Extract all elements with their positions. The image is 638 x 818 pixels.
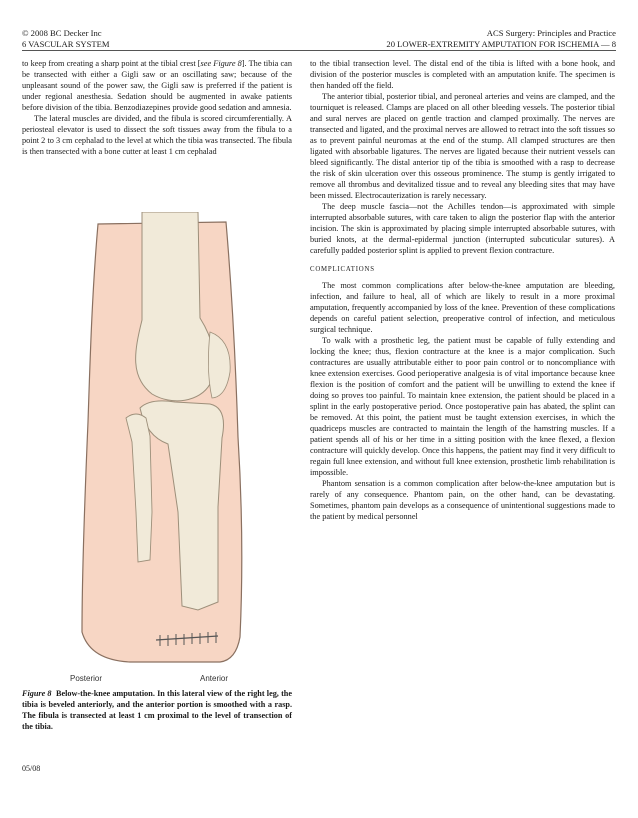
left-para1-text-b: ]. The tibia can be transected with either a Gigli saw or an oscillating saw; because of the unpleasant sound of the power saw, the Gigli saw is preferred if the patient is under regional anesthesia. Sedation should be augmented in awake patients before division of the tibia. Benzodiazepines provide good sedation and amnesia.	[22, 59, 292, 112]
anterior-label: Anterior	[200, 674, 229, 683]
caption-figure-label: Figure 8	[22, 689, 52, 698]
left-paragraph-1	[22, 58, 292, 113]
right-column	[310, 58, 615, 522]
leg-amputation-illustration	[60, 212, 270, 672]
figure-caption	[22, 688, 292, 732]
right-paragraph-1: to the tibial transection level. The distal end of the tibia is lifted with a bone hook, and division of the posterior muscles is completed with an amputation knife. The specimen is then handed off the field.	[310, 59, 615, 90]
right-paragraph-3: The deep muscle fascia—not the Achilles tendon—is approximated with simple interrupted absorbable sutures, with care taken to align the posterior flap with the anterior incision. The skin is approximated by placing simple interrupted absorbable sutures, with buried knots, at the dermal-epidermal junction (interrupted subcuticular sutures). A carefully padded posterior splint is applied to prevent flexion contracture.	[310, 202, 615, 255]
complications-heading: COMPLICATIONS	[310, 266, 375, 273]
left-para1-text-a: to keep from creating a sharp point at the tibial crest [	[22, 59, 201, 68]
footer-date: 05/08	[22, 764, 41, 773]
figure-8-reference[interactable]: see Figure 8	[200, 59, 242, 68]
right-paragraph-5: To walk with a prosthetic leg, the patient must be capable of fully extending and locking the knee; thus, flexion contracture at the knee is a major complication. Such contractures are usually attributable either to poor pain control or to noncompliance with knee extension exercises. Good perioperative analgesia is of vital importance because knee flexion is the position of comfort and the patient will be unwilling to extend the knee if doing so proves too painful. To maintain knee extension, the patient should be placed in a splint in the early postoperative period. Once postoperative pain has abated, the splint can be removed. At this point, the patient must be taught extension exercises, in which the quadriceps muscles are contracted to maintain the length of the hamstring muscles. If a patient spends all of his or her time in a sitting position with the knee flexed, a flexion contracture will quickly develop. Once this happens, the patient may find it very difficult to regain full knee extension, and without full knee extension, prosthetic limb rehabilitation is impossible.	[310, 336, 615, 477]
section-title: 6 VASCULAR SYSTEM	[22, 39, 110, 49]
copyright-text: © 2008 BC Decker Inc	[22, 28, 102, 38]
journal-title: ACS Surgery: Principles and Practice	[486, 28, 616, 38]
right-paragraph-4: The most common complications after below-the-knee amputation are bleeding, infection, and failure to heal, all of which are likely to result in a more proximal amputation, frequently accompanied by loss of the knee. Prevention of these complications depends on careful patient selection, preoperative control of infection, and meticulous surgical technique.	[310, 281, 615, 334]
right-paragraph-2: The anterior tibial, posterior tibial, and peroneal arteries and veins are clamped, and the tourniquet is released. Clamps are placed on all other bleeding vessels. The posterior tibial and sural nerves are placed on gentle traction and clamped proximally. The nerves are transected and ligated, and the proximal nerves are allowed to retract into the soft tissues so as to prevent painful neuromas at the end of the stump. All clamped structures are then ligated with absorbable ligatures. The nerves are ligated because their nutrient vessels can bleed significantly. The distal anterior tip of the tibia is smoothed with a rasp to decrease the risk of skin ulceration over this osseous prominence. The stump is gently irrigated to remove all thrombus and devitalized tissue and to reveal any bleeding sites that may have been missed. Electrocauterization is rarely necessary.	[310, 92, 615, 200]
header-rule	[22, 50, 616, 51]
caption-text: Below-the-knee amputation. In this lateral view of the right leg, the tibia is beveled anteriorly, and the anterior portion is smoothed with a rasp. The fibula is transected at least 1 cm proximal to the level of transection of the tibia.	[22, 689, 292, 731]
chapter-page-title: 20 LOWER-EXTREMITY AMPUTATION FOR ISCHEMIA — 8	[386, 39, 616, 49]
right-paragraph-6: Phantom sensation is a common complication after below-the-knee amputation but is rarely of any consequence. Phantom pain, on the other hand, can be devastating. Sometimes, phantom pain develops as a consequence of unintentional suggestions made to the patient by medical personnel	[310, 479, 615, 521]
left-paragraph-2: The lateral muscles are divided, and the fibula is scored circumferentially. A periosteal elevator is used to dissect the soft tissues away from the fibula to a point 2 to 3 cm cephalad to the level at which the tibia was transected. The fibula is then transected with a bone cutter at least 1 cm cephalad	[22, 114, 292, 156]
left-column	[22, 58, 292, 157]
posterior-label: Posterior	[70, 674, 103, 683]
